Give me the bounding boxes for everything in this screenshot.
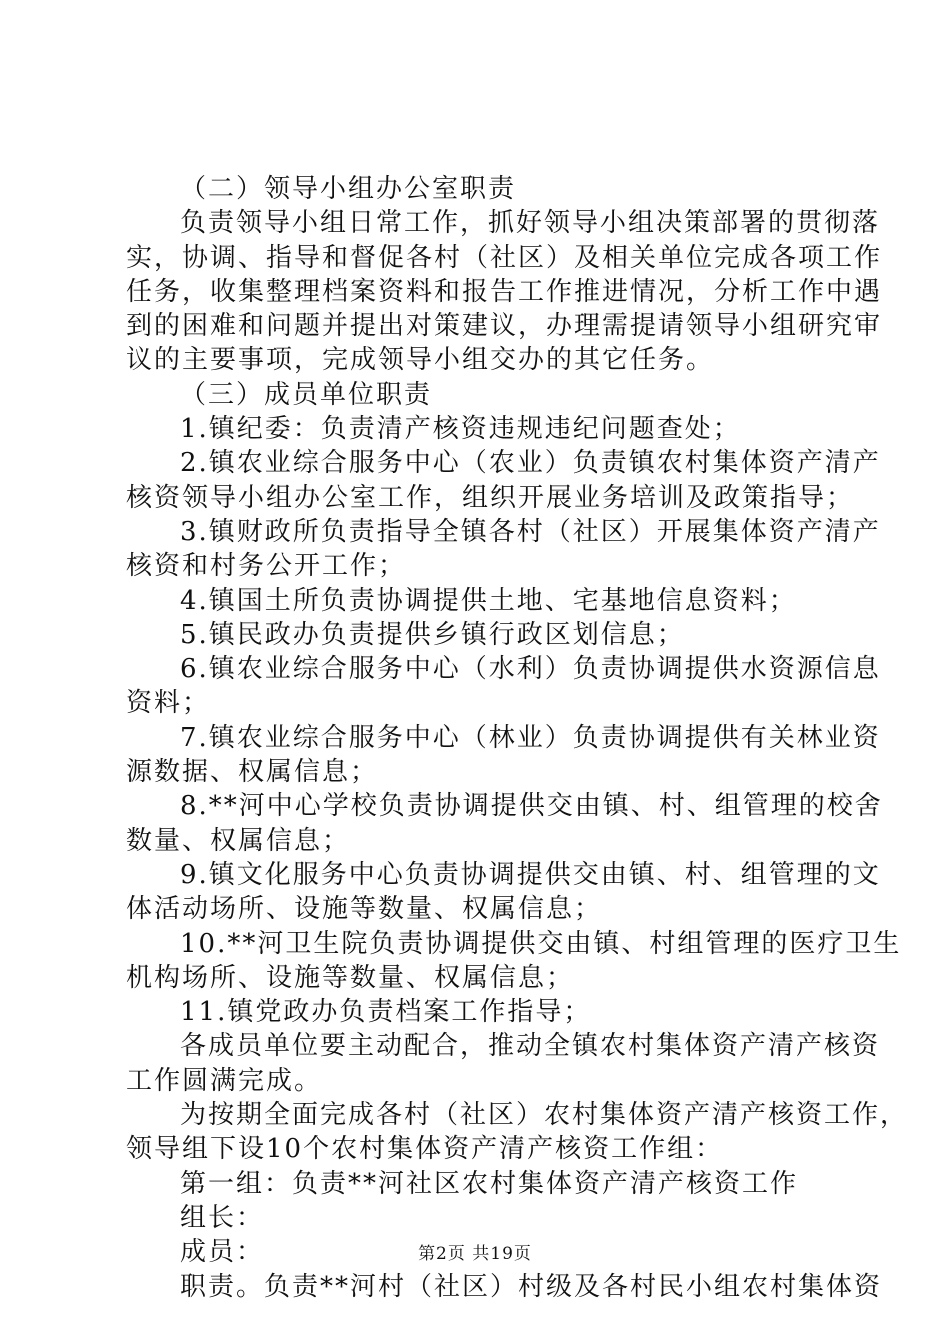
- list-item: 7.镇农业综合服务中心（林业）负责协调提供有关林业资: [180, 722, 881, 753]
- list-item: 1.镇纪委：负责清产核资违规违纪问题查处；: [180, 414, 741, 445]
- list-item-continuation: 机构场所、设施等数量、权属信息；: [126, 962, 575, 993]
- group-members-label: 成员：: [180, 1237, 265, 1268]
- list-item: 3.镇财政所负责指导全镇各村（社区）开展集体资产清产: [180, 516, 881, 547]
- group-leader-label: 组长：: [180, 1202, 265, 1233]
- list-item: 9.镇文化服务中心负责协调提供交由镇、村、组管理的文: [180, 859, 881, 890]
- paragraph-line: 领导组下设10个农村集体资产清产核资工作组：: [126, 1134, 724, 1165]
- paragraph-line: 实，协调、指导和督促各村（社区）及相关单位完成各项工作: [126, 242, 883, 273]
- paragraph-line: 为按期全面完成各村（社区）农村集体资产清产核资工作，: [180, 1100, 909, 1131]
- paragraph-line: 任务，收集整理档案资料和报告工作推进情况，分析工作中遇: [126, 276, 883, 307]
- section-heading-member-duties: （三）成员单位职责: [180, 379, 433, 410]
- page-number-footer: 第2页 共19页: [418, 1244, 532, 1264]
- list-item-continuation: 数量、权属信息；: [126, 825, 351, 856]
- list-item-continuation: 体活动场所、设施等数量、权属信息；: [126, 894, 603, 925]
- paragraph-line: 各成员单位要主动配合，推动全镇农村集体资产清产核资: [180, 1031, 881, 1062]
- list-item: 11.镇党政办负责档案工作指导；: [180, 997, 592, 1028]
- list-item: 2.镇农业综合服务中心（农业）负责镇农村集体资产清产: [180, 448, 881, 479]
- list-item-continuation: 源数据、权属信息；: [126, 757, 379, 788]
- list-item: 10.**河卫生院负责协调提供交由镇、村组管理的医疗卫生: [180, 928, 902, 959]
- paragraph-line: 工作圆满完成。: [126, 1065, 323, 1096]
- section-heading-office-duties: （二）领导小组办公室职责: [180, 174, 517, 204]
- document-body: [126, 172, 909, 1304]
- list-item: 8.**河中心学校负责协调提供交由镇、村、组管理的校舍: [180, 791, 883, 822]
- list-item: 5.镇民政办负责提供乡镇行政区划信息；: [180, 619, 685, 650]
- group-duties-line: 职责。负责**河村（社区）村级及各村民小组农村集体资: [180, 1271, 883, 1302]
- list-item-continuation: 核资领导小组办公室工作，组织开展业务培训及政策指导；: [126, 482, 855, 513]
- list-item-continuation: 核资和村务公开工作；: [126, 551, 407, 582]
- list-item: 6.镇农业综合服务中心（水利）负责协调提供水资源信息: [180, 654, 881, 685]
- paragraph-line: 到的困难和问题并提出对策建议，办理需提请领导小组研究审: [126, 311, 883, 342]
- list-item-continuation: 资料；: [126, 688, 211, 719]
- list-item: 4.镇国土所负责协调提供土地、宅基地信息资料；: [180, 585, 797, 616]
- paragraph-line: 议的主要事项，完成领导小组交办的其它任务。: [126, 345, 715, 376]
- paragraph-line: 负责领导小组日常工作，抓好领导小组决策部署的贯彻落: [180, 208, 881, 239]
- group-heading: 第一组：负责**河社区农村集体资产清产核资工作: [180, 1168, 799, 1199]
